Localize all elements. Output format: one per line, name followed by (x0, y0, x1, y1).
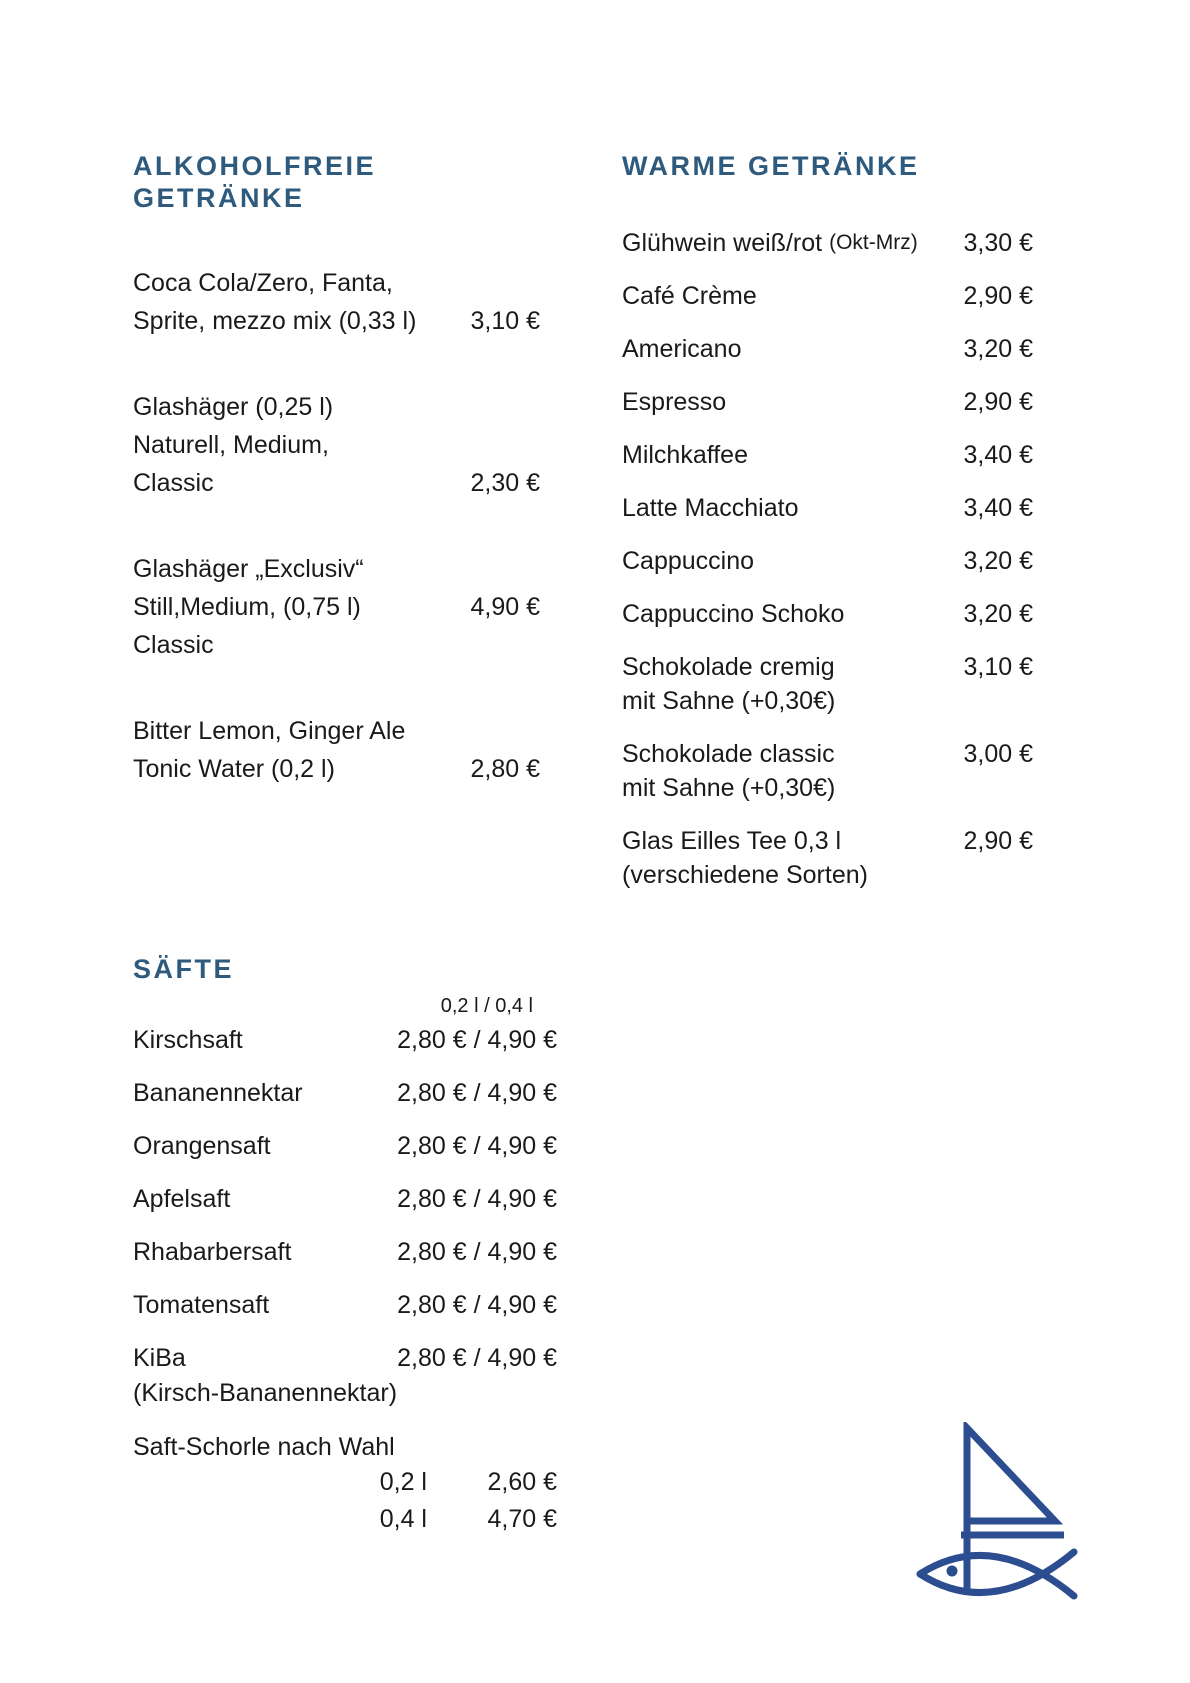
menu-item (133, 550, 540, 664)
juice-price: 2,80 € / 4,90 € (397, 1132, 557, 1160)
item-line (622, 438, 1033, 472)
item-line (622, 597, 1033, 631)
item-line (133, 426, 540, 464)
juice-price: 2,80 € / 4,90 € (397, 1238, 557, 1266)
item-line (622, 332, 1033, 366)
variant-size: 0,2 l (379, 1468, 427, 1496)
item-line (133, 550, 540, 588)
item-line (622, 544, 1033, 578)
item-line (133, 750, 540, 788)
juice-name: Tomatensaft (133, 1291, 270, 1319)
juice-item (133, 1182, 557, 1216)
section-alkoholfreie-getraenke (133, 150, 540, 788)
menu-item (622, 438, 1033, 472)
item-text: Still,Medium, (0,75 l) (133, 593, 361, 621)
item-price: 2,80 € (470, 755, 540, 783)
item-price: 2,30 € (470, 469, 540, 497)
item-line (622, 226, 1033, 260)
item-text: Coca Cola/Zero, Fanta, (133, 269, 393, 297)
item-line (622, 824, 1033, 858)
variant-row (133, 1464, 557, 1501)
juice-row (133, 1235, 557, 1269)
juice-name: Apfelsaft (133, 1185, 231, 1213)
item-line (622, 650, 1033, 684)
juice-row (133, 1430, 557, 1464)
item-text: Latte Macchiato (622, 494, 799, 522)
item-text: Glashäger (0,25 l) (133, 393, 334, 421)
item-text: Schokolade cremig (622, 653, 835, 681)
item-line (133, 302, 540, 340)
item-price: 4,90 € (470, 593, 540, 621)
juice-price: 2,80 € / 4,90 € (397, 1291, 557, 1319)
fish-sailboat-logo-icon (912, 1422, 1082, 1622)
item-text: Bitter Lemon, Ginger Ale (133, 717, 406, 745)
item-text: Naturell, Medium, (133, 431, 329, 459)
item-price: 3,20 € (963, 600, 1033, 628)
menu-item (622, 226, 1033, 260)
juice-item (133, 1430, 557, 1538)
variant-row (133, 1501, 557, 1538)
menu-item-list (622, 226, 1033, 892)
item-text: Classic (133, 469, 214, 497)
item-text: Espresso (622, 388, 727, 416)
juice-price: 2,80 € / 4,90 € (397, 1079, 557, 1107)
juice-subtext: (Kirsch-Bananennektar) (133, 1379, 398, 1407)
menu-item (622, 279, 1033, 313)
item-text: (verschiedene Sorten) (622, 861, 868, 889)
juice-price: 2,80 € / 4,90 € (397, 1344, 557, 1372)
section-title: ALKOHOLFREIE GETRÄNKE (133, 151, 376, 213)
item-text: Sprite, mezzo mix (0,33 l) (133, 307, 417, 335)
juice-item (133, 1023, 557, 1057)
menu-item (133, 712, 540, 788)
menu-item (622, 332, 1033, 366)
section-saefte (133, 953, 557, 1538)
item-line (622, 858, 1033, 892)
juice-row (133, 1129, 557, 1163)
item-text: Glashäger „Exclusiv“ (133, 555, 364, 583)
juice-item (133, 1235, 557, 1269)
item-text: mit Sahne (+0,30€) (622, 687, 836, 715)
logo-fish-eye (947, 1566, 958, 1577)
menu-item-lines (622, 544, 1033, 578)
juice-name: Bananennektar (133, 1079, 303, 1107)
item-price: 3,30 € (963, 229, 1033, 257)
item-line (133, 588, 540, 626)
item-line (133, 264, 540, 302)
juice-price: 2,80 € / 4,90 € (397, 1026, 557, 1054)
juice-item (133, 1076, 557, 1110)
item-price: 3,40 € (963, 441, 1033, 469)
item-text: Cappuccino (622, 547, 755, 575)
juice-name: Orangensaft (133, 1132, 271, 1160)
menu-item-lines (622, 279, 1033, 313)
menu-item-lines (622, 226, 1033, 260)
item-price: 2,90 € (963, 282, 1033, 310)
menu-item-lines (622, 332, 1033, 366)
item-text: Glühwein weiß/rot (622, 229, 823, 257)
menu-item (622, 650, 1033, 718)
item-price: 2,90 € (963, 388, 1033, 416)
item-text: Glas Eilles Tee 0,3 l (622, 827, 842, 855)
juice-row (133, 1288, 557, 1322)
juice-row (133, 1023, 557, 1057)
section-warme-getraenke (622, 150, 1033, 892)
item-text: mit Sahne (+0,30€) (622, 774, 836, 802)
juice-name: KiBa (133, 1344, 186, 1372)
variant-price: 2,60 € (487, 1468, 557, 1496)
menu-item (622, 491, 1033, 525)
item-text: Milchkaffee (622, 441, 748, 469)
juice-price: 2,80 € / 4,90 € (397, 1185, 557, 1213)
item-line (133, 464, 540, 502)
item-line (622, 279, 1033, 313)
item-line (622, 737, 1033, 771)
item-text: Tonic Water (0,2 l) (133, 755, 335, 783)
menu-item-lines (622, 385, 1033, 419)
menu-item (622, 737, 1033, 805)
item-text: Schokolade classic (622, 740, 835, 768)
item-line (133, 388, 540, 426)
menu-item (622, 597, 1033, 631)
menu-item-lines (622, 650, 1033, 718)
juice-row (133, 1182, 557, 1216)
juice-item (133, 1341, 557, 1411)
section-title: WARME GETRÄNKE (622, 151, 920, 181)
item-text: Cappuccino Schoko (622, 600, 845, 628)
item-price: 3,20 € (963, 547, 1033, 575)
menu-item-lines (622, 438, 1033, 472)
variant-price: 4,70 € (487, 1505, 557, 1533)
menu-item (133, 388, 540, 502)
logo-sail (967, 1428, 1055, 1521)
juice-item (133, 1288, 557, 1322)
menu-item-lines (622, 491, 1033, 525)
menu-item-lines (133, 264, 540, 340)
item-line (622, 684, 1033, 718)
item-price: 3,20 € (963, 335, 1033, 363)
juice-name: Rhabarbersaft (133, 1238, 292, 1266)
size-header: 0,2 l / 0,4 l (440, 995, 533, 1017)
menu-item-list (133, 264, 540, 788)
item-price: 2,90 € (963, 827, 1033, 855)
menu-item (622, 385, 1033, 419)
item-line (622, 491, 1033, 525)
menu-item-lines (622, 597, 1033, 631)
juice-name: Kirschsaft (133, 1026, 243, 1054)
item-line (622, 771, 1033, 805)
item-price: 3,00 € (963, 740, 1033, 768)
item-price: 3,10 € (963, 653, 1033, 681)
item-text: Café Crème (622, 282, 757, 310)
item-text: Classic (133, 631, 214, 659)
menu-item-lines (622, 824, 1033, 892)
item-price: 3,40 € (963, 494, 1033, 522)
item-line (133, 712, 540, 750)
variant-size: 0,4 l (379, 1505, 427, 1533)
menu-item (133, 264, 540, 340)
juice-variant-list (133, 1464, 557, 1538)
menu-item (622, 544, 1033, 578)
juice-name: Saft-Schorle nach Wahl (133, 1433, 395, 1461)
item-line (622, 385, 1033, 419)
menu-item-lines (622, 737, 1033, 805)
juice-list (133, 1023, 557, 1538)
juice-item (133, 1129, 557, 1163)
juice-row (133, 1341, 557, 1375)
item-text: Americano (622, 335, 742, 363)
item-price: 3,10 € (470, 307, 540, 335)
menu-item-lines (133, 388, 540, 502)
section-title: SÄFTE (133, 954, 235, 984)
menu-item (622, 824, 1033, 892)
juice-row (133, 1076, 557, 1110)
menu-item-lines (133, 712, 540, 788)
item-line (133, 626, 540, 664)
item-season-note: (Okt-Mrz) (829, 231, 918, 254)
menu-item-lines (133, 550, 540, 664)
